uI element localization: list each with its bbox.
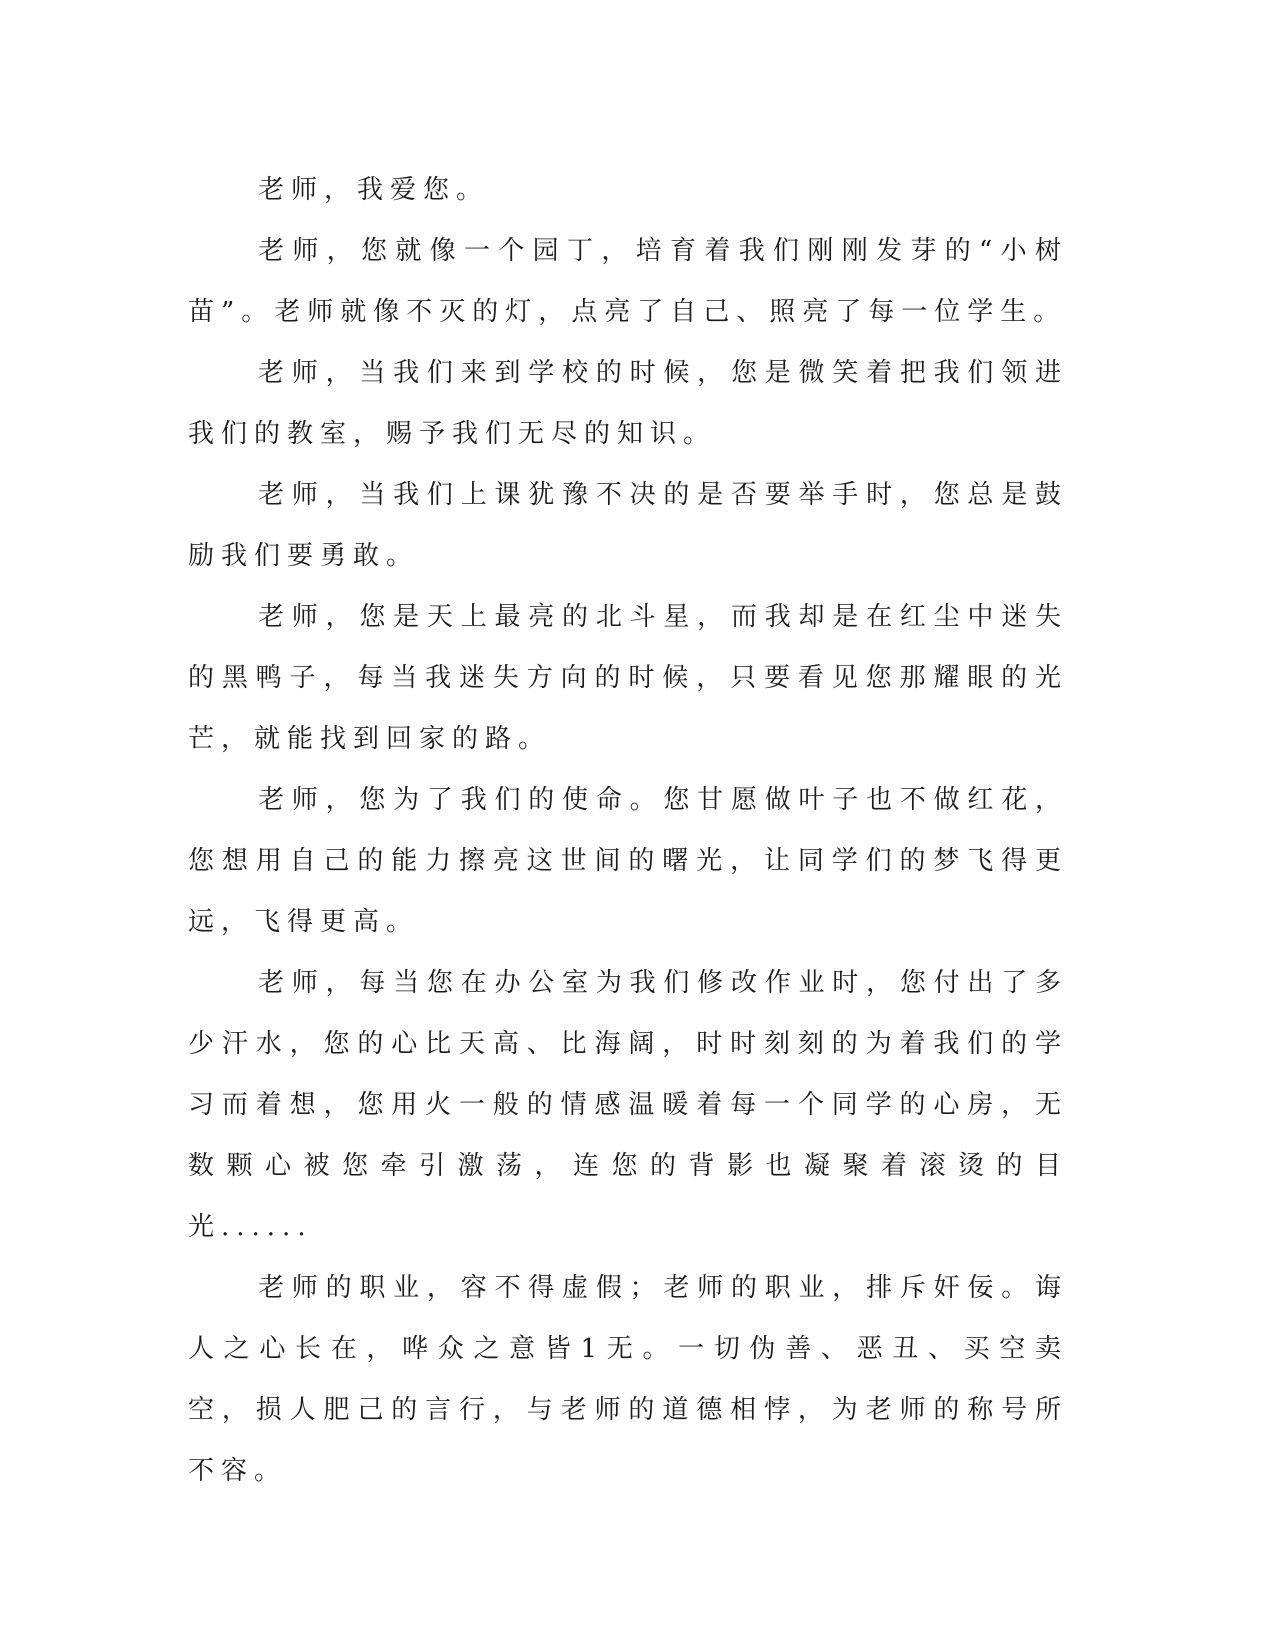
paragraph-2: 老师，您就像一个园丁，培育着我们刚刚发芽的“小树苗”。老师就像不灭的灯，点亮了自己、照亮了每一位学生。 bbox=[188, 236, 1068, 327]
document-body bbox=[188, 160, 1068, 1502]
paragraph-8: 老师的职业，容不得虚假；老师的职业，排斥奸佞。诲人之心长在，哗众之意皆1无。一切伪善、恶丑、买空卖空，损人肥己的言行，与老师的道德相悖，为老师的称号所不容。 bbox=[188, 1273, 1068, 1486]
paragraph-7: 老师，每当您在办公室为我们修改作业时，您付出了多少汗水，您的心比天高、比海阔，时时刻刻的为着我们的学习而着想，您用火一般的情感温暖着每一个同学的心房，无数颗心被您牵引激荡，连您的背影也凝聚着滚烫的目光...... bbox=[188, 968, 1068, 1242]
paragraph-4: 老师，当我们上课犹豫不决的是否要举手时，您总是鼓励我们要勇敢。 bbox=[188, 480, 1068, 571]
paragraph-5: 老师，您是天上最亮的北斗星，而我却是在红尘中迷失的黑鸭子，每当我迷失方向的时候，只要看见您那耀眼的光芒，就能找到回家的路。 bbox=[188, 602, 1068, 754]
paragraph-1: 老师，我爱您。 bbox=[258, 175, 490, 205]
paragraph-6: 老师，您为了我们的使命。您甘愿做叶子也不做红花，您想用自己的能力擦亮这世间的曙光，让同学们的梦飞得更远，飞得更高。 bbox=[188, 785, 1068, 937]
paragraph-3: 老师，当我们来到学校的时候，您是微笑着把我们领进我们的教室，赐予我们无尽的知识。 bbox=[188, 358, 1068, 449]
